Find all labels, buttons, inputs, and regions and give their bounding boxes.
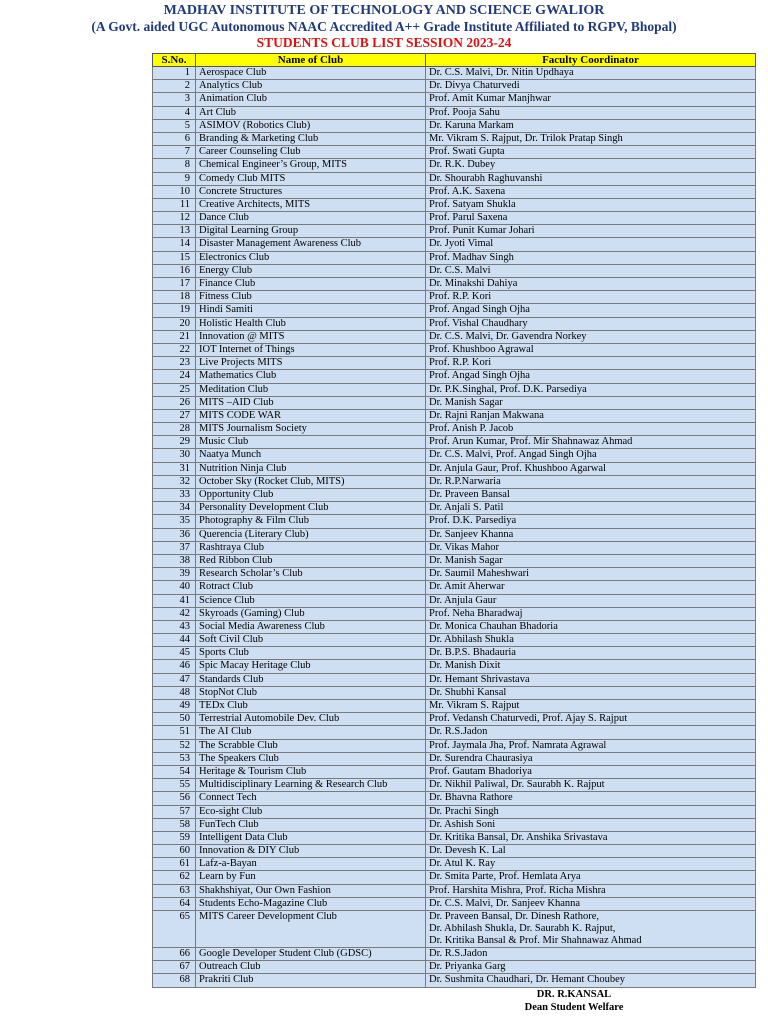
table-row [153,686,756,699]
cell-sno: 48 [153,686,196,699]
cell-club-name: ASIMOV (Robotics Club) [196,119,426,132]
column-header-coordinator: Faculty Coordinator [426,54,756,67]
cell-club-name: Outreach Club [196,961,426,974]
table-row [153,317,756,330]
cell-faculty-coordinator [426,911,756,948]
cell-club-name: Skyroads (Gaming) Club [196,607,426,620]
cell-sno: 34 [153,502,196,515]
table-row [153,845,756,858]
cell-faculty-coordinator: Dr. B.P.S. Bhadauria [426,647,756,660]
cell-sno: 17 [153,278,196,291]
cell-club-name: Nutrition Ninja Club [196,462,426,475]
cell-faculty-coordinator: Dr. Amit Aherwar [426,581,756,594]
cell-sno: 6 [153,132,196,145]
table-row [153,884,756,897]
cell-sno: 8 [153,159,196,172]
table-row [153,528,756,541]
cell-sno: 28 [153,423,196,436]
cell-sno: 29 [153,436,196,449]
table-row [153,423,756,436]
cell-sno: 9 [153,172,196,185]
cell-sno: 56 [153,792,196,805]
cell-faculty-coordinator: Prof. Vedansh Chaturvedi, Prof. Ajay S. Rajput [426,713,756,726]
cell-sno: 68 [153,974,196,987]
cell-faculty-coordinator: Dr. C.S. Malvi, Prof. Angad Singh Ojha [426,449,756,462]
coordinator-line: Dr. Kritika Bansal & Prof. Mir Shahnawaz Ahmad [429,935,642,946]
table-row [153,251,756,264]
column-header-club: Name of Club [196,54,426,67]
table-row [153,330,756,343]
table-row [153,739,756,752]
cell-club-name: Multidisciplinary Learning & Research Club [196,779,426,792]
cell-faculty-coordinator: Dr. Priyanka Garg [426,961,756,974]
table-row [153,132,756,145]
cell-sno: 54 [153,765,196,778]
cell-sno: 35 [153,515,196,528]
cell-club-name: Concrete Structures [196,185,426,198]
cell-club-name: Live Projects MITS [196,357,426,370]
table-row [153,106,756,119]
cell-club-name: Querencia (Literary Club) [196,528,426,541]
table-row [153,396,756,409]
cell-club-name: Terrestrial Automobile Dev. Club [196,713,426,726]
cell-club-name: Finance Club [196,278,426,291]
table-row [153,647,756,660]
table-row [153,713,756,726]
cell-club-name: Photography & Film Club [196,515,426,528]
cell-faculty-coordinator: Dr. P.K.Singhal, Prof. D.K. Parsediya [426,383,756,396]
cell-sno: 40 [153,581,196,594]
table-row [153,370,756,383]
cell-sno: 1 [153,67,196,80]
signatory-designation: Dean Student Welfare [524,1002,624,1013]
cell-sno: 5 [153,119,196,132]
table-row [153,752,756,765]
cell-sno: 36 [153,528,196,541]
cell-club-name: Energy Club [196,264,426,277]
cell-faculty-coordinator: Prof. Vishal Chaudhary [426,317,756,330]
cell-club-name: Students Echo-Magazine Club [196,897,426,910]
cell-faculty-coordinator: Dr. Karuna Markam [426,119,756,132]
cell-sno: 38 [153,554,196,567]
cell-faculty-coordinator: Prof. R.P. Kori [426,291,756,304]
signatory-name: DR. R.KANSAL [536,989,612,1000]
cell-faculty-coordinator: Dr. Smita Parte, Prof. Hemlata Arya [426,871,756,884]
cell-sno: 11 [153,198,196,211]
institute-subtitle: (A Govt. aided UGC Autonomous NAAC Accredited A++ Grade Institute Affiliated to RGPV, Bhopal) [91,19,677,34]
cell-sno: 42 [153,607,196,620]
table-header-row [153,54,756,67]
cell-sno: 24 [153,370,196,383]
cell-club-name: MITS Journalism Society [196,423,426,436]
table-row [153,159,756,172]
cell-club-name: Lafz-a-Bayan [196,858,426,871]
cell-sno: 16 [153,264,196,277]
cell-sno: 22 [153,343,196,356]
cell-club-name: Red Ribbon Club [196,554,426,567]
table-row [153,911,756,948]
cell-sno: 50 [153,713,196,726]
table-row [153,515,756,528]
cell-club-name: Animation Club [196,93,426,106]
table-row [153,172,756,185]
table-row [153,264,756,277]
cell-club-name: Rotract Club [196,581,426,594]
cell-faculty-coordinator: Prof. Neha Bharadwaj [426,607,756,620]
cell-faculty-coordinator: Dr. Manish Sagar [426,554,756,567]
cell-sno: 44 [153,634,196,647]
table-row [153,304,756,317]
cell-club-name: Fitness Club [196,291,426,304]
cell-club-name: The Speakers Club [196,752,426,765]
cell-club-name: Meditation Club [196,383,426,396]
cell-club-name: Art Club [196,106,426,119]
table-row [153,607,756,620]
cell-faculty-coordinator: Mr. Vikram S. Rajput [426,700,756,713]
cell-club-name: Google Developer Student Club (GDSC) [196,948,426,961]
table-row [153,291,756,304]
cell-club-name: Connect Tech [196,792,426,805]
table-row [153,212,756,225]
club-table [152,53,756,988]
cell-club-name: Science Club [196,594,426,607]
cell-faculty-coordinator: Prof. A.K. Saxena [426,185,756,198]
cell-sno: 67 [153,961,196,974]
table-row [153,948,756,961]
cell-club-name: Shakhshiyat, Our Own Fashion [196,884,426,897]
cell-sno: 53 [153,752,196,765]
table-row [153,634,756,647]
cell-club-name: Heritage & Tourism Club [196,765,426,778]
table-body [153,67,756,988]
table-row [153,278,756,291]
institute-name: MADHAV INSTITUTE OF TECHNOLOGY AND SCIENCE GWALIOR [163,3,605,18]
cell-club-name: Disaster Management Awareness Club [196,238,426,251]
cell-faculty-coordinator: Dr. Manish Dixit [426,660,756,673]
cell-faculty-coordinator: Mr. Vikram S. Rajput, Dr. Trilok Pratap Singh [426,132,756,145]
cell-club-name: The AI Club [196,726,426,739]
cell-sno: 58 [153,818,196,831]
cell-faculty-coordinator: Dr. Praveen Bansal [426,489,756,502]
cell-club-name: IOT Internet of Things [196,343,426,356]
cell-club-name: Analytics Club [196,80,426,93]
coordinator-line: Dr. Praveen Bansal, Dr. Dinesh Rathore, [429,911,600,922]
cell-club-name: Naatya Munch [196,449,426,462]
cell-sno: 14 [153,238,196,251]
cell-faculty-coordinator: Dr. Devesh K. Lal [426,845,756,858]
cell-faculty-coordinator: Prof. Angad Singh Ojha [426,370,756,383]
cell-sno: 27 [153,409,196,422]
cell-faculty-coordinator: Dr. Monica Chauhan Bhadoria [426,620,756,633]
cell-faculty-coordinator: Prof. Arun Kumar, Prof. Mir Shahnawaz Ahmad [426,436,756,449]
cell-sno: 39 [153,568,196,581]
cell-club-name: StopNot Club [196,686,426,699]
cell-faculty-coordinator: Prof. Angad Singh Ojha [426,304,756,317]
cell-faculty-coordinator: Dr. Bhavna Rathore [426,792,756,805]
table-row [153,620,756,633]
cell-sno: 51 [153,726,196,739]
cell-faculty-coordinator: Prof. Amit Kumar Manjhwar [426,93,756,106]
cell-faculty-coordinator: Dr. Sushmita Chaudhari, Dr. Hemant Choubey [426,974,756,987]
cell-faculty-coordinator: Dr. C.S. Malvi, Dr. Gavendra Norkey [426,330,756,343]
cell-faculty-coordinator: Dr. Anjula Gaur [426,594,756,607]
cell-faculty-coordinator: Prof. Swati Gupta [426,146,756,159]
cell-faculty-coordinator: Prof. D.K. Parsediya [426,515,756,528]
table-row [153,805,756,818]
cell-faculty-coordinator: Dr. Shubhi Kansal [426,686,756,699]
cell-sno: 15 [153,251,196,264]
cell-faculty-coordinator: Dr. C.S. Malvi, Dr. Sanjeev Khanna [426,897,756,910]
cell-club-name: Soft Civil Club [196,634,426,647]
table-row [153,80,756,93]
cell-sno: 52 [153,739,196,752]
table-row [153,409,756,422]
table-row [153,502,756,515]
cell-faculty-coordinator: Dr. Surendra Chaurasiya [426,752,756,765]
cell-sno: 32 [153,475,196,488]
table-row [153,831,756,844]
cell-faculty-coordinator: Dr. Divya Chaturvedi [426,80,756,93]
column-header-sno: S.No. [153,54,196,67]
cell-club-name: Music Club [196,436,426,449]
cell-faculty-coordinator: Prof. Parul Saxena [426,212,756,225]
cell-faculty-coordinator: Dr. R.K. Dubey [426,159,756,172]
cell-sno: 20 [153,317,196,330]
cell-faculty-coordinator: Dr. C.S. Malvi, Dr. Nitin Updhaya [426,67,756,80]
cell-sno: 60 [153,845,196,858]
cell-faculty-coordinator: Dr. Anjali S. Patil [426,502,756,515]
cell-sno: 57 [153,805,196,818]
table-row [153,436,756,449]
cell-faculty-coordinator: Dr. Rajni Ranjan Makwana [426,409,756,422]
cell-sno: 64 [153,897,196,910]
cell-faculty-coordinator: Dr. Hemant Shrivastava [426,673,756,686]
cell-sno: 33 [153,489,196,502]
cell-sno: 43 [153,620,196,633]
cell-sno: 66 [153,948,196,961]
cell-faculty-coordinator: Prof. R.P. Kori [426,357,756,370]
cell-club-name: Personality Development Club [196,502,426,515]
cell-club-name: TEDx Club [196,700,426,713]
cell-sno: 31 [153,462,196,475]
cell-club-name: Dance Club [196,212,426,225]
cell-club-name: Standards Club [196,673,426,686]
table-row [153,146,756,159]
cell-club-name: Research Scholar’s Club [196,568,426,581]
cell-sno: 2 [153,80,196,93]
cell-faculty-coordinator: Dr. Abhilash Shukla [426,634,756,647]
cell-faculty-coordinator: Dr. C.S. Malvi [426,264,756,277]
cell-club-name: Aerospace Club [196,67,426,80]
cell-club-name: Social Media Awareness Club [196,620,426,633]
cell-sno: 19 [153,304,196,317]
table-row [153,700,756,713]
cell-faculty-coordinator: Prof. Pooja Sahu [426,106,756,119]
table-row [153,67,756,80]
cell-club-name: MITS Career Development Club [196,911,426,948]
cell-club-name: Learn by Fun [196,871,426,884]
cell-faculty-coordinator: Prof. Jaymala Jha, Prof. Namrata Agrawal [426,739,756,752]
cell-club-name: Prakriti Club [196,974,426,987]
cell-faculty-coordinator: Dr. Vikas Mahor [426,541,756,554]
table-row [153,343,756,356]
cell-club-name: The Scrabble Club [196,739,426,752]
table-row [153,974,756,987]
table-row [153,961,756,974]
cell-faculty-coordinator: Dr. R.S.Jadon [426,726,756,739]
cell-club-name: Opportunity Club [196,489,426,502]
cell-sno: 62 [153,871,196,884]
cell-faculty-coordinator: Dr. R.S.Jadon [426,948,756,961]
table-row [153,198,756,211]
cell-sno: 63 [153,884,196,897]
cell-faculty-coordinator: Dr. Nikhil Paliwal, Dr. Saurabh K. Rajput [426,779,756,792]
table-row [153,792,756,805]
cell-club-name: October Sky (Rocket Club, MITS) [196,475,426,488]
cell-sno: 25 [153,383,196,396]
cell-club-name: MITS CODE WAR [196,409,426,422]
cell-sno: 3 [153,93,196,106]
cell-club-name: Holistic Health Club [196,317,426,330]
cell-sno: 37 [153,541,196,554]
cell-club-name: Intelligent Data Club [196,831,426,844]
table-row [153,383,756,396]
table-row [153,541,756,554]
coordinator-line: Dr. Abhilash Shukla, Dr. Saurabh K. Rajput, [429,923,616,934]
cell-faculty-coordinator: Dr. Shourabh Raghuvanshi [426,172,756,185]
cell-faculty-coordinator: Dr. Sanjeev Khanna [426,528,756,541]
cell-sno: 10 [153,185,196,198]
cell-club-name: Hindi Samiti [196,304,426,317]
table-row [153,660,756,673]
cell-club-name: Eco-sight Club [196,805,426,818]
table-row [153,225,756,238]
cell-club-name: MITS –AID Club [196,396,426,409]
table-row [153,475,756,488]
cell-sno: 61 [153,858,196,871]
cell-club-name: Spic Macay Heritage Club [196,660,426,673]
cell-faculty-coordinator: Dr. Prachi Singh [426,805,756,818]
table-row [153,489,756,502]
cell-faculty-coordinator: Prof. Satyam Shukla [426,198,756,211]
cell-sno: 49 [153,700,196,713]
cell-club-name: Career Counseling Club [196,146,426,159]
table-row [153,871,756,884]
cell-faculty-coordinator: Prof. Punit Kumar Johari [426,225,756,238]
list-title: STUDENTS CLUB LIST SESSION 2023-24 [256,35,512,50]
table-row [153,818,756,831]
cell-sno: 46 [153,660,196,673]
cell-faculty-coordinator: Prof. Khushboo Agrawal [426,343,756,356]
cell-faculty-coordinator: Prof. Madhav Singh [426,251,756,264]
table-row [153,185,756,198]
table-row [153,357,756,370]
cell-club-name: Creative Architects, MITS [196,198,426,211]
cell-sno: 45 [153,647,196,660]
table-row [153,779,756,792]
cell-faculty-coordinator: Prof. Anish P. Jacob [426,423,756,436]
cell-faculty-coordinator: Dr. Manish Sagar [426,396,756,409]
cell-club-name: Mathematics Club [196,370,426,383]
table-row [153,554,756,567]
cell-sno: 18 [153,291,196,304]
table-row [153,238,756,251]
cell-club-name: Innovation & DIY Club [196,845,426,858]
cell-club-name: Digital Learning Group [196,225,426,238]
cell-sno: 13 [153,225,196,238]
cell-sno: 23 [153,357,196,370]
cell-sno: 21 [153,330,196,343]
table-row [153,897,756,910]
table-row [153,673,756,686]
table-row [153,765,756,778]
cell-club-name: Sports Club [196,647,426,660]
table-row [153,858,756,871]
cell-club-name: FunTech Club [196,818,426,831]
table-row [153,594,756,607]
cell-sno: 41 [153,594,196,607]
cell-faculty-coordinator: Dr. Ashish Soni [426,818,756,831]
cell-sno: 7 [153,146,196,159]
cell-sno: 65 [153,911,196,948]
table-row [153,93,756,106]
cell-faculty-coordinator: Dr. Kritika Bansal, Dr. Anshika Srivastava [426,831,756,844]
cell-club-name: Innovation @ MITS [196,330,426,343]
table-row [153,568,756,581]
table-row [153,449,756,462]
cell-sno: 55 [153,779,196,792]
cell-club-name: Branding & Marketing Club [196,132,426,145]
cell-club-name: Electronics Club [196,251,426,264]
cell-faculty-coordinator: Dr. Minakshi Dahiya [426,278,756,291]
cell-faculty-coordinator: Dr. Jyoti Vimal [426,238,756,251]
cell-faculty-coordinator: Dr. R.P.Narwaria [426,475,756,488]
table-row [153,726,756,739]
cell-sno: 59 [153,831,196,844]
cell-club-name: Comedy Club MITS [196,172,426,185]
cell-club-name: Rashtraya Club [196,541,426,554]
signature-block [504,988,644,1014]
cell-sno: 4 [153,106,196,119]
cell-faculty-coordinator: Prof. Harshita Mishra, Prof. Richa Mishra [426,884,756,897]
table-row [153,119,756,132]
cell-sno: 26 [153,396,196,409]
cell-faculty-coordinator: Prof. Gautam Bhadoriya [426,765,756,778]
cell-sno: 12 [153,212,196,225]
cell-faculty-coordinator: Dr. Atul K. Ray [426,858,756,871]
cell-club-name: Chemical Engineer’s Group, MITS [196,159,426,172]
cell-faculty-coordinator: Dr. Anjula Gaur, Prof. Khushboo Agarwal [426,462,756,475]
cell-faculty-coordinator: Dr. Saumil Maheshwari [426,568,756,581]
cell-sno: 47 [153,673,196,686]
table-row [153,462,756,475]
table-row [153,581,756,594]
cell-sno: 30 [153,449,196,462]
